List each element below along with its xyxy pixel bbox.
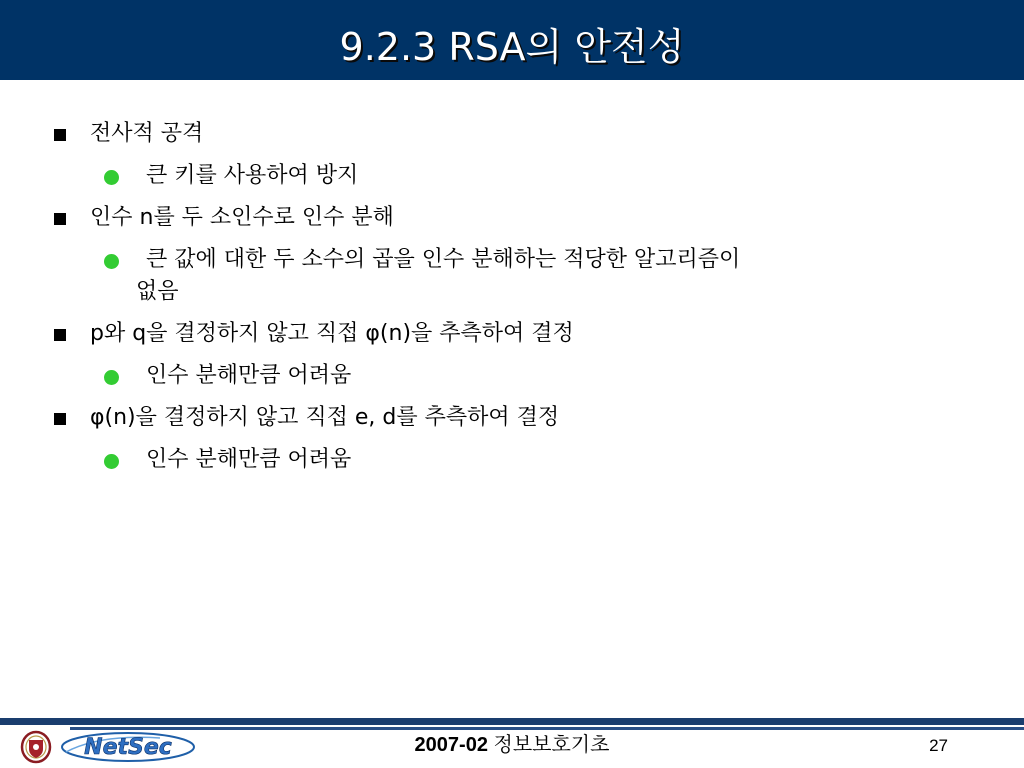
bullet-item-2 [0,202,1024,234]
sub-bullet-item-1 [0,160,1024,192]
circle-bullet-icon [104,254,119,269]
bullet-item-4 [0,402,1024,434]
bullet-text: 전사적 공격 [90,121,204,146]
bullet-item-3 [0,318,1024,350]
sub-bullet-text: 큰 키를 사용하여 방지 [146,163,359,188]
square-bullet-icon [54,129,66,141]
sub-bullet-text: 인수 분해만큼 어려움 [146,447,352,472]
bullet-text: φ(n)을 결정하지 않고 직접 e, d를 추측하여 결정 [90,405,560,430]
circle-bullet-icon [104,454,119,469]
page-number: 27 [929,736,948,755]
footer-divider-thick [0,718,1024,725]
sub-bullet-text: 큰 값에 대한 두 소수의 곱을 인수 분해하는 적당한 알고리즘이 [146,247,741,272]
netsec-logo-text: NetSec [84,735,172,760]
circle-bullet-icon [104,170,119,185]
slide-title: 9.2.3 RSA의 안전성 [339,25,685,69]
square-bullet-icon [54,213,66,225]
slide-content [0,118,1024,476]
footer-year: 2007-02 [414,734,488,756]
bullet-text: p와 q을 결정하지 않고 직접 φ(n)을 추측하여 결정 [90,321,574,346]
sub-bullet-text-continued: 없음 [136,279,179,304]
square-bullet-icon [54,329,66,341]
circle-bullet-icon [104,370,119,385]
sub-bullet-item-3 [0,360,1024,392]
bullet-item-1 [0,118,1024,150]
square-bullet-icon [54,413,66,425]
bullet-text: 인수 n를 두 소인수로 인수 분해 [90,205,394,230]
footer-course-label [0,728,1024,761]
sub-bullet-text: 인수 분해만큼 어려움 [146,363,352,388]
sub-bullet-item-4 [0,444,1024,476]
sub-bullet-item-2 [0,244,1024,308]
footer-course-name: 정보보호기초 [493,732,610,756]
